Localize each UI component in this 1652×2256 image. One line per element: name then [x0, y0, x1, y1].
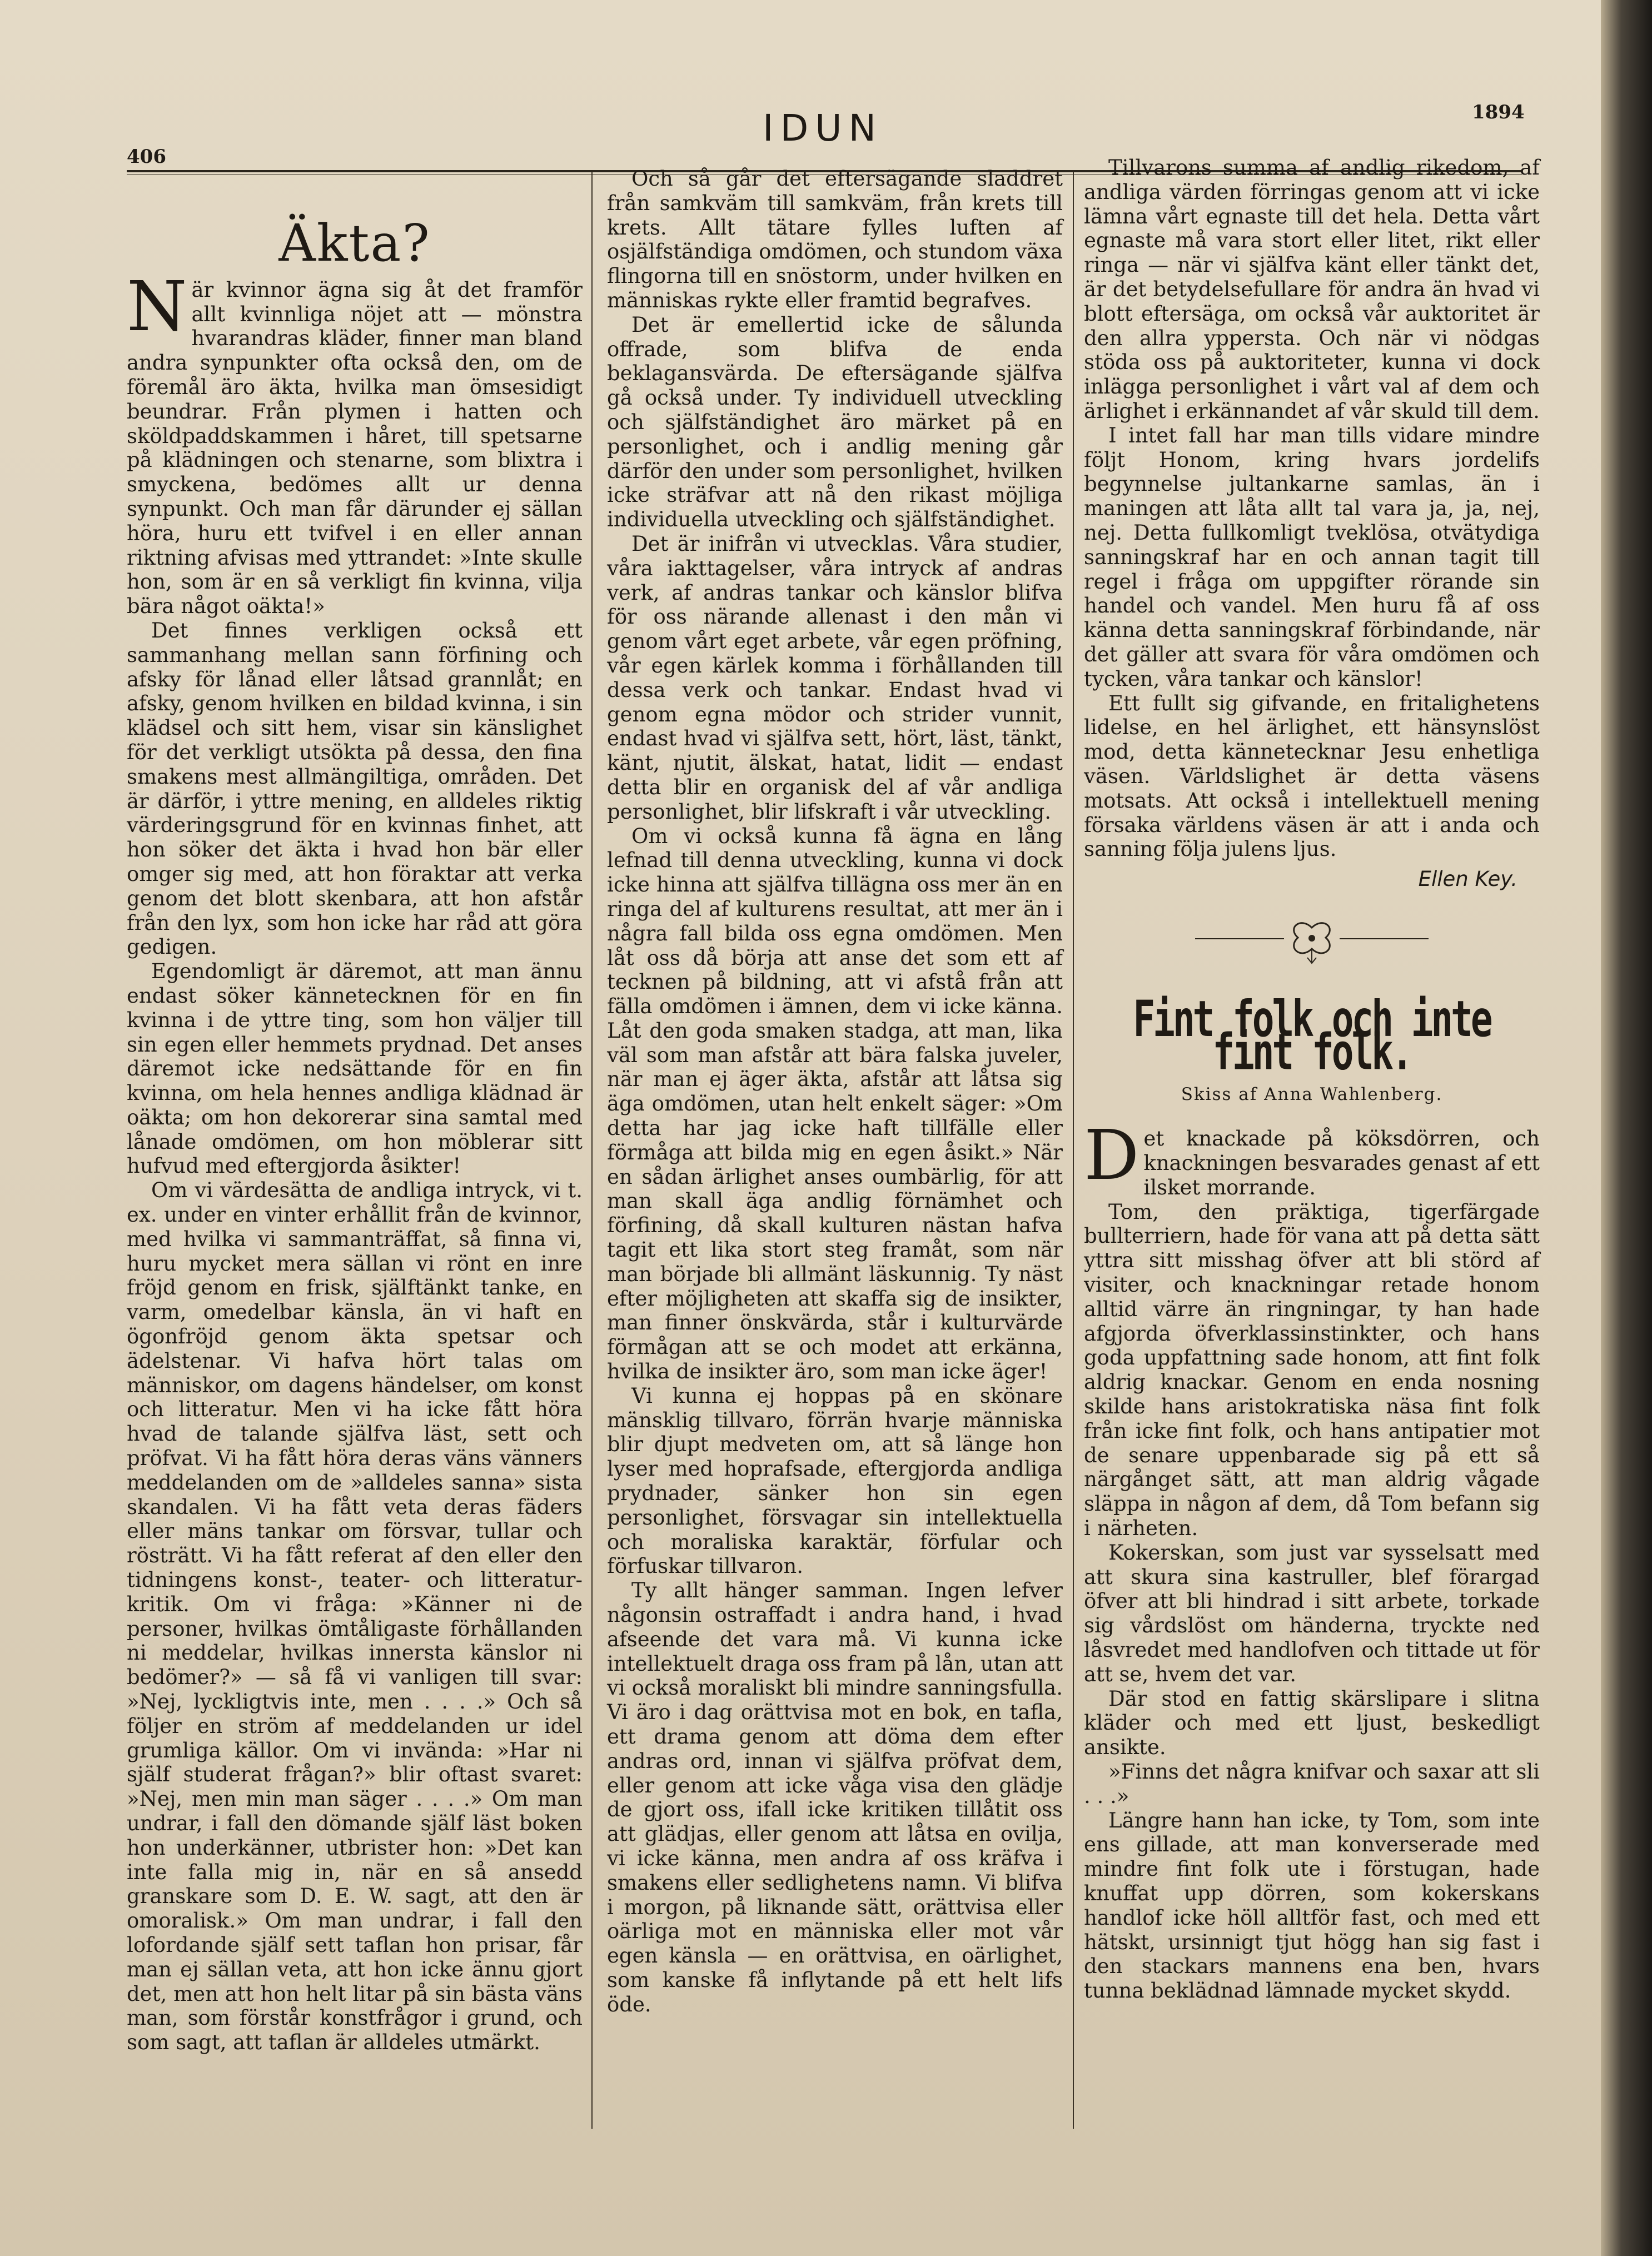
article-paragraph: Tillvarons summa af andlig rikedom, af andliga värden förringas genom att vi icke lämna vårt egnaste till det hela. Detta vårt egnaste må vara stort eller litet, rikt eller ringa — när vi själfva känt eller tänkt det, är det betydelsefullare för andra än hvad vi blott eftersäga, om också vår auktoritet är den allra yppersta. Och när vi nödgas stöda oss på auktoriteter, kunna vi dock inlägga personlighet i vårt val af dem och ärlighet i erkännandet af vår skuld till dem.: [1084, 156, 1540, 423]
masthead: IDUN: [763, 107, 883, 150]
article-paragraph: Det är inifrån vi utvecklas. Våra studier, våra iakttagelser, våra intryck af andras verk, af andras tankar och känslor blifva för oss närande allenast i den mån vi genom vårt eget arbete, vår egen pröfning, vår egen kärlek komma i förhållanden till dessa verk och tankar. Endast hvad vi genom egna mödor och strider vunnit, endast hvad vi själfva sett, hört, läst, tänkt, känt, njutit, älskat, hatat, lidit — endast detta blir en organisk del af vår andliga personlighet, blir lifskraft i vår utveckling.: [607, 531, 1063, 824]
article-signature: Ellen Key.: [1418, 867, 1517, 892]
story-byline: Skiss af Anna Wahlenberg.: [1181, 1084, 1443, 1104]
drop-cap: D: [1084, 1115, 1140, 1196]
page-number: 406: [127, 146, 166, 168]
article-paragraph: Om vi värdesätta de andliga intryck, vi t. ex. under en vinter erhållit från de kvinnor, med hvilka vi sammanträffat, så finna vi, huru mycket mera sällan vi rönt en inre fröjd genom en frisk, själftänkt tanke, en varm, omedelbar känsla, än vi haft en ögonfröjd genom äkta spetsar och ädelstenar. Vi hafva hört talas om människor, om dagens händelser, om konst och litteratur. Men vi ha icke fått höra hvad de talande själfva läst, sett och pröfvat. Vi ha fått höra deras väns vänners meddelanden om de »alldeles sanna» sista skandalen. Vi ha fått veta deras fäders eller mäns tankar om försvar, tullar och rösträtt. Vi ha fått referat af den eller den tidningens konst-, teater- och litteratur-kritik. Om vi fråga: »Känner ni de personer, hvilkas ömtåligaste förhållanden ni meddelar, hvilkas innersta känslor ni bedömer?» — så få vi vanligen till svar: »Nej, lyckligtvis inte, men . . . .» Och så följer en ström af meddelanden ur idel grumliga källor. Om vi invända: »Har ni själf studerat frågan?» blir oftast svaret: »Nej, men min man säger . . . .» Om man undrar, i fall den dömande själf läst boken hon underkänner, utbrister hon: »Det kan inte falla mig in, när en så ansedd granskare som D. E. W. sagt, att den är omoralisk.» Om man undrar, i fall den lofordande själf sett taflan hon prisar, får man ej sällan veta, att hon icke ännu gjort det, men att hon helt litar på sin bästa väns man, som förstår konstfrågor i grund, och som sagt, att taflan är alldeles utmärkt.: [127, 1178, 583, 2055]
article-paragraph: Ty allt hänger samman. Ingen lefver någonsin ostraffadt i andra hand, i hvad afseende det vara må. Vi kunna icke intellektuelt draga oss fram på lån, utan att vi också moraliskt bli mindre sanningsfulla. Vi äro i dag orättvisa mot en bok, en tafla, ett drama genom att döma dem efter andras ord, innan vi själfva pröfvat dem, eller genom att icke våga visa den glädje de gjort oss, ifall icke kritiken tillåtit oss att glädjas, eller genom att låtsa en ovilja, vi icke känna, men andra af oss kräfva i smakens eller sedlighetens namn. Vi blifva i morgon, på liknande sätt, orättvisa eller oärliga mot en människa eller mot vår egen känsla — en orättvisa, en oärlighet, som kanske få inflytande på ett helt lifs öde.: [607, 1578, 1063, 2016]
article-paragraph: Ett fullt sig gifvande, en fritalighetens lidelse, en hel ärlighet, ett hänsynslöst mod, detta kännetecknar Jesu enhetliga väsen. Världslighet är detta väsens motsats. Att också i intellektuell mening försaka världens väsen är att i anda och sanning följa julens ljus.: [1084, 691, 1540, 861]
column-1: [127, 183, 583, 2055]
article-paragraph: Det finnes verkligen också ett sammanhang mellan sann förfining och afsky för lånad eller låtsad grannlåt; en afsky, genom hvilken en bildad kvinna, i sin klädsel och sitt hem, visar sin känslighet för det verkligt utsökta på dessa, den fina smakens mest allmängiltiga, områden. Det är därför, i yttre mening, en alldeles riktig värderingsgrund för en kvinnas finhet, att hon söker det äkta i hvad hon bär eller omger sig med, att hon föraktar att verka genom det blott skenbara, att hon afstår från den lyx, som hon icke har råd att göra gedigen.: [127, 618, 583, 959]
article-paragraph: När kvinnor ägna sig åt det framför allt kvinnliga nöjet att — mönstra hvarandras kläder, finner man bland andra synpunkter ofta också den, om de föremål äro äkta, hvilka man ömsesidigt beundrar. Från plymen i hatten och sköldpaddskammen i håret, till spetsarne på klädningen och stenarne, som blixtra i smyckena, bedömes allt ur denna synpunkt. Och man får därunder ej sällan höra, huru ett tvifvel i en eller annan riktning afvisas med yttrandet: »Inte skulle hon, som är en så verkligt fin kvinna, vilja bära något oäkta!»: [127, 266, 583, 619]
article-paragraph: Egendomligt är däremot, att man ännu endast söker kännetecknen för en fin kvinna i de yttre ting, som hon väljer till sin egen eller hemmets prydnad. Det anses däremot icke nedsättande för en fin kvinna, om hela hennes andliga klädnad är oäkta; om hon dekorerar sina samtal med lånade omdömen, om hon möblerar sitt hufvud med eftergjorda åsikter!: [127, 959, 583, 1178]
story-paragraph: Kokerskan, som just var sysselsatt med att skura sina kastruller, blef förargad öfver att bli hindrad i sitt arbete, torkade sig vårdslöst om händerna, tryckte ned låsvredet med handlofven och tittade ut för att se, hvem det var.: [1084, 1540, 1540, 1686]
flourish-icon: [1190, 917, 1434, 967]
article-title: Äkta?: [278, 213, 431, 273]
article-paragraph: Och så går det eftersägande sladdret från samkväm till samkväm, från krets till krets. Allt tätare fylles luften af osjälfständiga omdömen, och stundom växa flingorna till en snöstorm, under hvilken en människas rykte eller framtid begrafves.: [607, 167, 1063, 312]
article-paragraph: Vi kunna ej hoppas på en skönare mänsklig tillvaro, förrän hvarje människa blir djupt medveten om, att så länge hon lyser med hoprafsade, eftergjorda andliga prydnader, sänker hon sin egen personlighet, försvagar sin intellektuella och moraliska karaktär, förfular och förfuskar tillvaron.: [607, 1383, 1063, 1578]
story-title: Fint folk och inte fint folk.: [1133, 990, 1491, 1081]
story-paragraph: Längre hann han icke, ty Tom, som inte ens gillade, att man konverserade med mindre fint folk ute i förstugan, hade knuffat upp dörren, som kokerskans handlof icke höll alltför fast, och med ett hätskt, ursinnigt tjut högg han sig fast i den stackars mannens ena ben, hvars tunna beklädnad lämnade mycket skydd.: [1084, 1808, 1540, 2003]
column-2: [607, 167, 1063, 2017]
binding-shadow: [1601, 0, 1652, 2256]
column-3: [1084, 156, 1540, 2003]
ornament-divider: [1084, 914, 1540, 969]
story-paragraph: Där stod en fattig skärslipare i slitna kläder och med ett ljust, beskedligt ansikte.: [1084, 1686, 1540, 1760]
article-paragraph: Det är emellertid icke de sålunda offrade, som blifva de enda beklagansvärda. De eftersägande själfva gå också under. Ty individuell utveckling och själfständighet äro märket på en personlighet, och i andlig mening går därför den under som personlighet, hvilken icke sträfvar att nå den rikast möjliga individuella utveckling och själfständighet.: [607, 312, 1063, 532]
column-rule-1: [591, 172, 593, 2129]
story-paragraph: Det knackade på köksdörren, och knackningen besvarades genast af ett ilsket morrande.: [1084, 1115, 1540, 1199]
article-paragraph: I intet fall har man tills vidare mindre följt Honom, kring hvars jordelifs begynnelse jultankarne samlas, än i maningen att låta allt tal vara ja, ja, nej, nej. Detta fullkomligt tveklösa, otvätydiga sanningskraf har en och annan tagit till regel i fråga om uppgifter rörande sin handel och vandel. Men huru få af oss känna detta sanningskraf förbindande, när det gäller att svara för våra omdömen och tycken, våra tankar och känslor!: [1084, 423, 1540, 691]
story-paragraph: Tom, den präktiga, tigerfärgade bullterriern, hade för vana att på detta sätt yttra sitt misshag öfver att bli störd af visiter, och knackningar retade honom alltid värre än ringningar, ty han hade afgjorda öfverklassinstinkter, och hans goda uppfattning sade honom, att fint folk aldrig knackar. Genom en enda nosning skilde hans aristokratiska näsa fint folk från icke fint folk, och hans antipatier mot de senare uppenbarade sig på ett så närgånget sätt, att man aldrig vågade släppa in någon af dem, då Tom befann sig i närheten.: [1084, 1199, 1540, 1541]
year: 1894: [1472, 101, 1525, 123]
story-paragraph: »Finns det några knifvar och saxar att sli . . .»: [1084, 1760, 1540, 1808]
drop-cap: N: [127, 266, 187, 347]
article-paragraph: Om vi också kunna få ägna en lång lefnad till denna utveckling, kunna vi dock icke hinna att själfva tillägna oss mer än en ringa del af kulturens resultat, att mer än i några fall bilda oss egna omdömen. Men låt oss då börja att anse det som ett af tecknen på bildning, att vi afstå från att fälla omdömen i ämnen, dem vi icke känna. Låt den goda smaken stadga, att man, lika väl som man afstår att bära falska juveler, när man ej äger äkta, afstår att låtsa sig äga omdömen, utan helt enkelt säger: »Om detta har jag icke haft tillfälle eller förmåga att bilda mig en egen åsikt.» När en sådan ärlighet anses oumbärlig, för att man skall äga andlig förnämhet och förfining, då skall kulturen nästan hafva tagit ett lika stort steg framåt, som när man började bli allmänt läskunnig. Ty näst efter möjligheten att skaffa sig de insikter, man finner önskvärda, står i kulturvärde förmågan att se och modet att erkänna, hvilka de insikter äro, som man icke äger!: [607, 824, 1063, 1384]
column-rule-2: [1073, 172, 1074, 2129]
